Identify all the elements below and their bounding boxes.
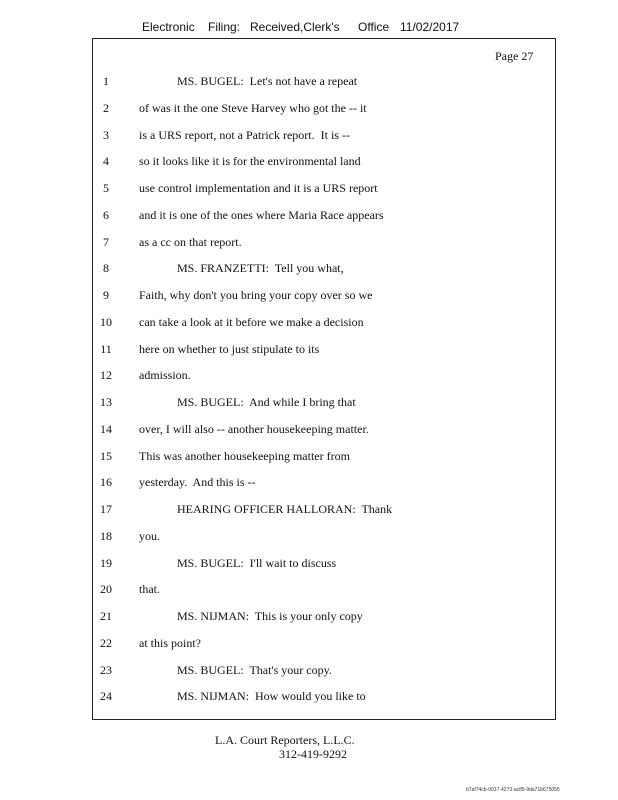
line-number: 10 [100,315,112,329]
line-number: 15 [100,449,112,463]
footer-phone: 312-419-9292 [279,747,347,761]
line-number: 17 [100,502,112,516]
line-text: here on whether to just stipulate to its [139,342,320,356]
line-number: 24 [100,689,112,703]
line-number: 20 [100,582,112,596]
footer-company: L.A. Court Reporters, L.L.C. [215,733,355,747]
line-text: so it looks like it is for the environmental land [139,154,361,168]
header-office: Office [358,20,390,34]
line-text: MS. BUGEL: That's your copy. [177,663,332,677]
line-number: 23 [100,663,112,677]
line-text: MS. BUGEL: And while I bring that [177,395,356,409]
line-text: and it is one of the ones where Maria Race appears [139,208,384,222]
line-text: admission. [139,368,191,382]
line-number: 9 [103,288,109,302]
line-text: at this point? [139,636,201,650]
line-number: 22 [100,636,112,650]
line-number: 11 [100,342,112,356]
line-text: MS. NIJMAN: This is your only copy [177,609,363,623]
line-text: MS. NIJMAN: How would you like to [177,689,366,703]
line-number: 3 [103,128,109,142]
filing-header [142,20,562,36]
line-number: 21 [100,609,112,623]
header-date: 11/02/2017 [400,20,460,34]
line-text: use control implementation and it is a URS report [139,181,378,195]
line-text: MS. FRANZETTI: Tell you what, [177,261,344,275]
line-text: can take a look at it before we make a decision [139,315,364,329]
line-number: 2 [103,101,109,115]
line-text: as a cc on that report. [139,235,242,249]
line-text: is a URS report, not a Patrick report. It is -- [139,128,350,142]
line-number: 12 [100,368,112,382]
document-id: b7af74cb-0017-4273-ac85-9da71b675055 [466,787,560,793]
page-number: Page 27 [495,49,534,63]
line-text: that. [139,582,160,596]
line-text: Faith, why don't you bring your copy over so we [139,288,373,302]
line-number: 1 [103,74,109,88]
line-number: 14 [100,422,112,436]
line-number: 13 [100,395,112,409]
line-text: This was another housekeeping matter from [139,449,350,463]
header-filing: Filing: [208,20,241,34]
line-number: 7 [103,235,109,249]
line-text: you. [139,529,160,543]
line-number: 4 [103,154,109,168]
line-number: 18 [100,529,112,543]
line-text: yesterday. And this is -- [139,475,256,489]
line-number: 8 [103,261,109,275]
line-number: 5 [103,181,109,195]
header-received: Received,Clerk's [250,20,340,34]
line-text: of was it the one Steve Harvey who got the -- it [139,101,367,115]
line-number: 19 [100,556,112,570]
line-number: 6 [103,208,109,222]
line-text: HEARING OFFICER HALLORAN: Thank [177,502,393,516]
line-number: 16 [100,475,112,489]
line-text: over, I will also -- another housekeeping matter. [139,422,369,436]
header-electronic: Electronic [142,20,195,34]
line-text: MS. BUGEL: I'll wait to discuss [177,556,337,570]
line-text: MS. BUGEL: Let's not have a repeat [177,74,358,88]
